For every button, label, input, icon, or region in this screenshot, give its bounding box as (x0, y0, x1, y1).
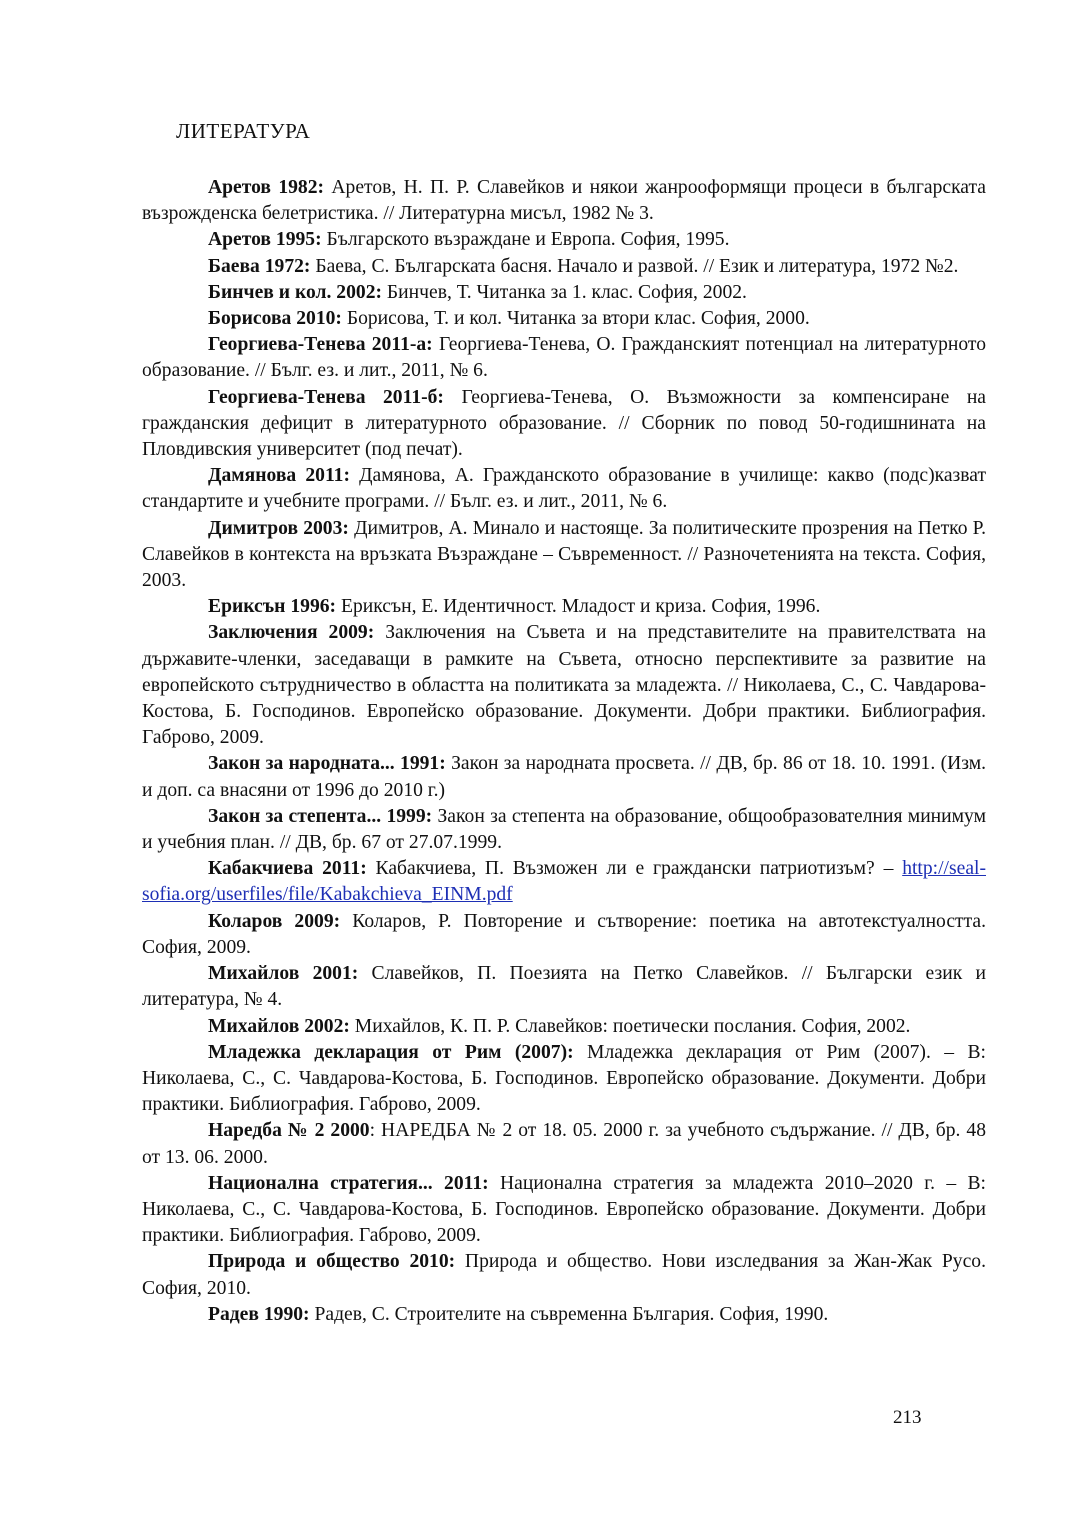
reference-text: Заключения на Съвета и на представителите на правителствата на държавите-членки, заседаващи в рамките на Съвета, относно перспективите за развитие на европейското сътрудничество в областта на политиката за младежта. // Николаева, С., С. Чавдарова-Костова, Б. Господинов. Европейско образование. Документи. Добри практики. Библиография. Габрово, 2009. (142, 622, 986, 749)
page-number: 213 (893, 1407, 922, 1428)
reference-text: Кабакчиева, П. Възможен ли е граждански патриотизъм? – (366, 858, 903, 880)
reference-text: Радев, С. Строителите на съвременна България. София, 1990. (309, 1303, 829, 1325)
reference-entry (142, 332, 986, 384)
reference-text: Аретов, Н. П. Р. Славейков и някои жанрооформящи процеси в българската възрожденска белетристика. // Литературна мисъл, 1982 № 3. (142, 177, 986, 225)
reference-text: Славейков, П. Поезията на Петко Славейков. // Български език и литература, № 4. (142, 963, 986, 1011)
reference-text: Бинчев, Т. Читанка за 1. клас. София, 2002. (382, 281, 747, 303)
reference-key: Баева 1972: (208, 255, 311, 277)
reference-entry (142, 463, 986, 515)
reference-entry (142, 1014, 986, 1040)
reference-text: Димитров, А. Минало и настояще. За политическите прозрения на Петко Р. Славейков в контекста на връзката Възраждане – Съвременност. // Разночетенията на текста. София, 2003. (142, 517, 987, 592)
reference-text: Коларов, Р. Повторение и сътворение: поетика на автотекстуалността. София, 2009. (142, 910, 986, 958)
reference-key: Дамянова 2011: (208, 465, 351, 487)
reference-text: Закон за народната просвета. // ДВ, бр. 86 от 18. 10. 1991. (Изм. и доп. са внасяни от 1996 до 2010 г.) (142, 753, 987, 801)
reference-entry (142, 1302, 986, 1328)
reference-entry (142, 804, 986, 856)
reference-text: : НАРЕДБА № 2 от 18. 05. 2000 г. за учебното съдържание. // ДВ, бр. 48 от 13. 06. 2000. (142, 1120, 987, 1168)
reference-text: Природа и общество. Нови изследвания за Жан-Жак Русо. София, 2010. (142, 1251, 986, 1299)
reference-text: Борисова, Т. и кол. Читанка за втори клас. София, 2000. (341, 308, 810, 330)
reference-entry (142, 1118, 986, 1170)
reference-text: Младежка декларация от Рим (2007). – В: Николаева, С., С. Чавдарова-Костова, Б. Господинов. Европейско образование. Документи. Добри практики. Библиография. Габрово, 2009. (142, 1041, 986, 1116)
reference-entry (142, 751, 986, 803)
reference-text: Дамянова, А. Гражданското образование в училище: какво (подс)казват стандартите и учебните програми. // Бълг. ез. и лит., 2011, № 6. (142, 465, 987, 513)
reference-text: Българското възраждане и Европа. София, 1995. (321, 229, 730, 251)
reference-text: Баева, С. Българската басня. Начало и развой. // Език и литература, 1972 №2. (310, 255, 959, 277)
reference-key: Радев 1990: (208, 1303, 310, 1325)
page-heading: ЛИТЕРАТУРА (176, 119, 311, 143)
reference-entry (142, 1040, 986, 1119)
reference-entry (142, 594, 986, 620)
reference-key: Коларов 2009: (208, 910, 341, 932)
reference-text: Георгиева-Тенева, О. Възможности за компенсиране на гражданския дефицит в литературното образование. // Сборник по повод 50-годишнината на Пловдивския университет (под печат). (142, 386, 987, 461)
reference-entry (142, 227, 986, 253)
reference-key: Закон за народната... 1991: (208, 753, 446, 775)
reference-key: Заключения 2009: (208, 622, 375, 644)
reference-text: Ериксън, Е. Идентичност. Младост и криза. София, 1996. (336, 596, 821, 618)
reference-list (142, 175, 986, 1328)
reference-entry (142, 385, 986, 464)
reference-entry (142, 909, 986, 961)
reference-key: Младежка декларация от Рим (2007): (208, 1041, 574, 1063)
reference-link[interactable]: http://seal-sofia.org/userfiles/file/Kabakchieva_EINM.pdf (142, 858, 986, 906)
reference-key: Национална стратегия... 2011: (208, 1172, 489, 1194)
reference-text: Закон за степента на образование, общообразователния минимум и учебния план. // ДВ, бр. 67 от 27.07.1999. (142, 805, 986, 854)
reference-entry (142, 620, 986, 751)
reference-text: Михайлов, К. П. Р. Славейков: поетически послания. София, 2002. (349, 1015, 911, 1037)
reference-key: Кабакчиева 2011: (208, 858, 367, 880)
reference-text: Георгиева-Тенева, О. Гражданският потенциал на литературното образование. // Бълг. ез. и лит., 2011, № 6. (142, 334, 987, 382)
reference-entry (142, 1171, 986, 1250)
reference-key: Михайлов 2002: (208, 1015, 350, 1037)
reference-entry (142, 516, 986, 595)
reference-key: Аретов 1982: (208, 177, 325, 198)
reference-key: Ериксън 1996: (208, 596, 337, 618)
reference-key: Наредба № 2 2000 (208, 1120, 370, 1142)
reference-key: Георгиева-Тенева 2011-а: (208, 334, 433, 356)
reference-key: Закон за степента... 1999: (208, 805, 433, 827)
reference-key: Борисова 2010: (208, 308, 342, 330)
reference-text: Национална стратегия за младежта 2010–2020 г. – В: Николаева, С., С. Чавдарова-Костова, Б. Господинов. Европейско образование. Документи. Добри практики. Библиография. Габрово, 2009. (142, 1172, 986, 1247)
reference-entry (142, 280, 986, 306)
reference-key: Димитров 2003: (208, 517, 349, 539)
reference-key: Бинчев и кол. 2002: (208, 281, 383, 303)
reference-key: Михайлов 2001: (208, 963, 359, 985)
reference-key: Георгиева-Тенева 2011-б: (208, 386, 444, 408)
reference-entry (142, 1249, 986, 1301)
reference-entry (142, 856, 986, 908)
reference-entry (142, 961, 986, 1013)
reference-entry (142, 306, 986, 332)
reference-entry (142, 254, 986, 280)
reference-entry (142, 175, 986, 227)
reference-key: Аретов 1995: (208, 229, 322, 251)
reference-key: Природа и общество 2010: (208, 1251, 456, 1273)
